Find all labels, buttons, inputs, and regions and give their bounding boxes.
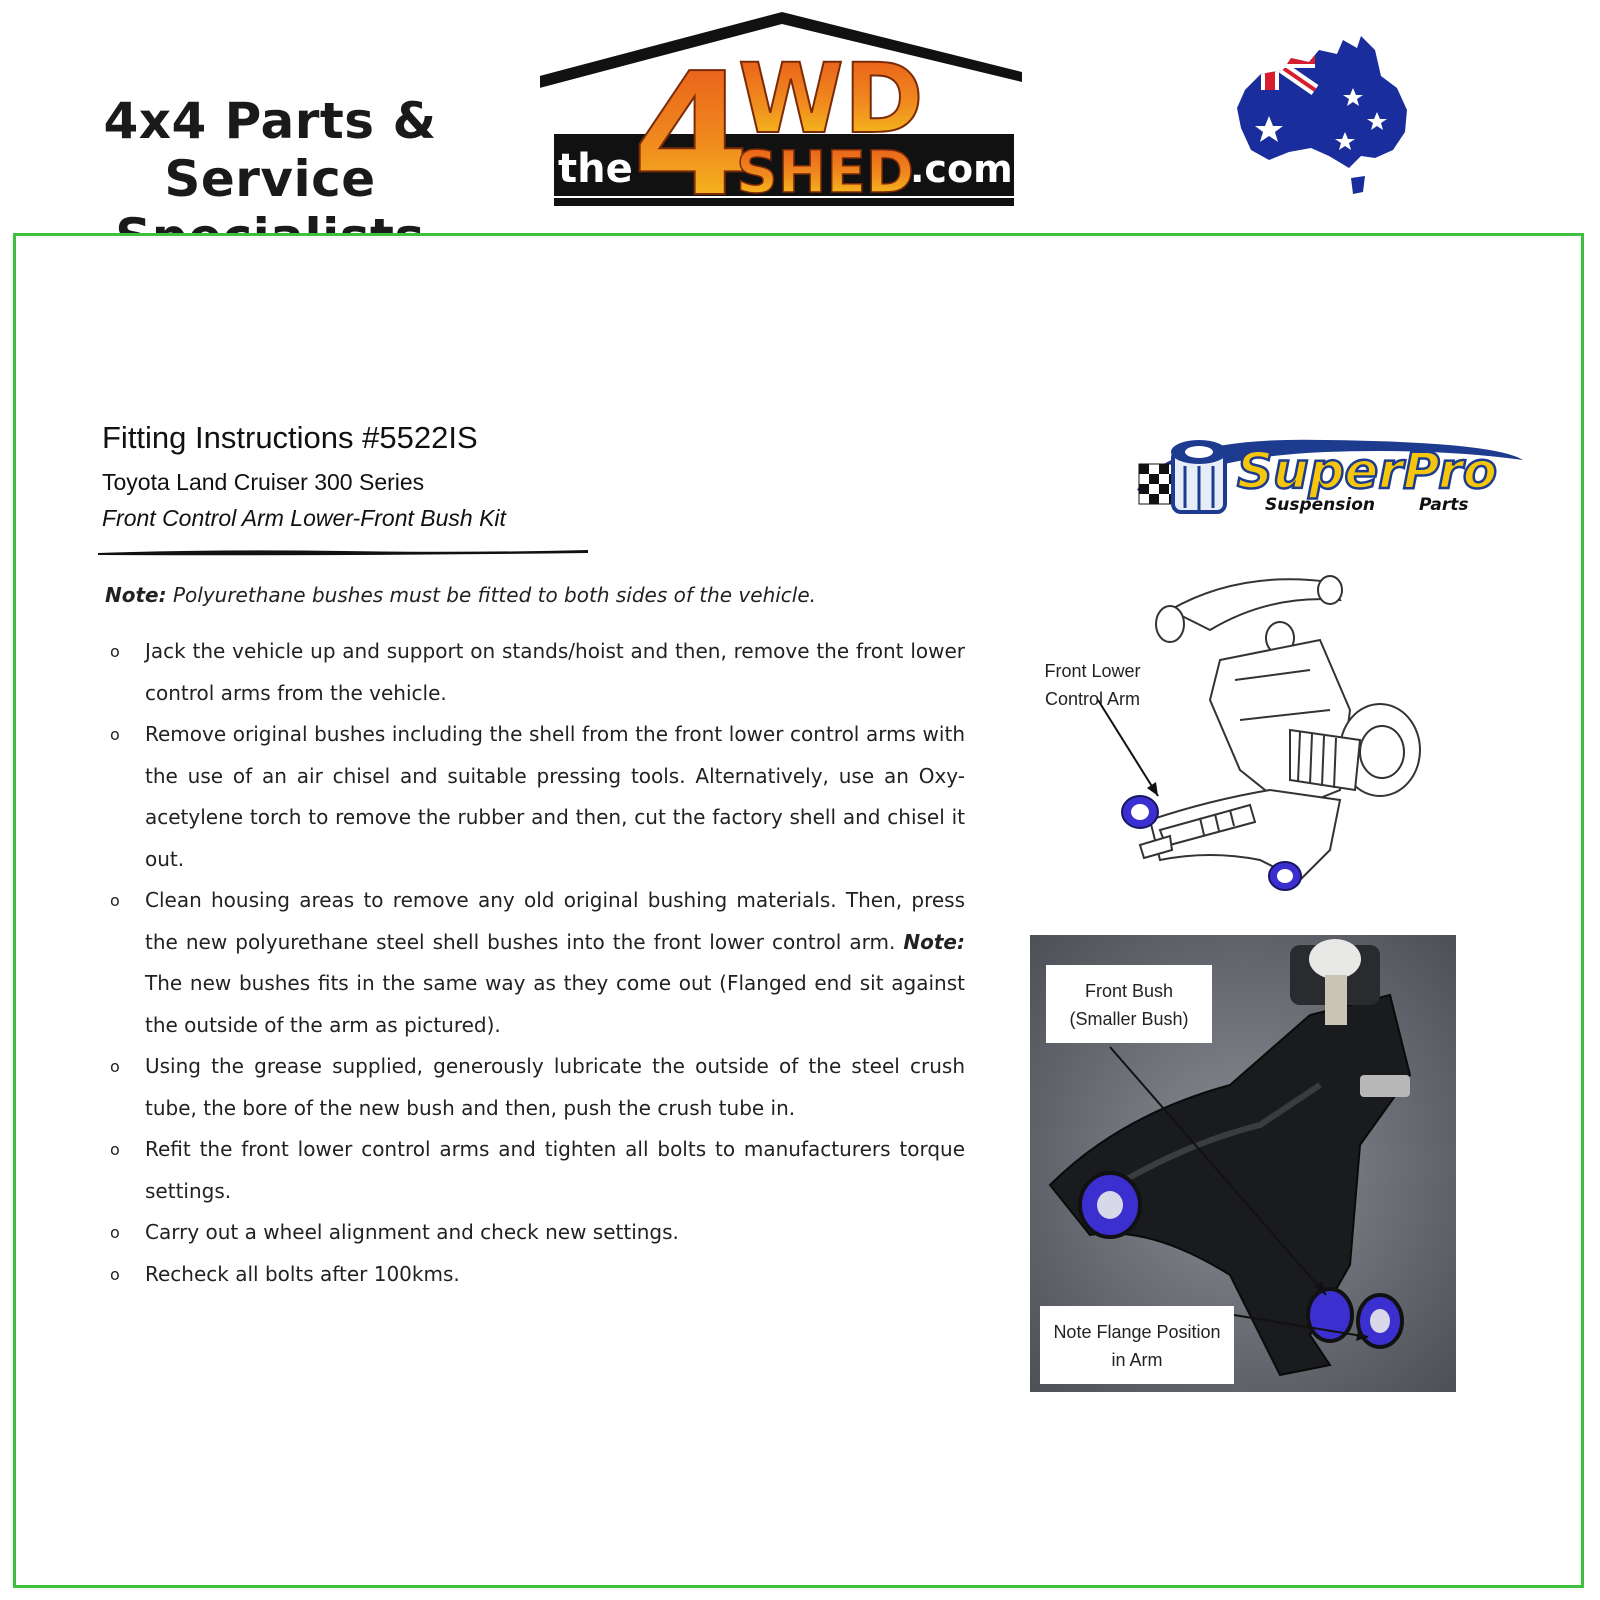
- superpro-brand-text: SuperPro: [1237, 442, 1498, 500]
- bullet-marker: o: [110, 1140, 120, 1159]
- superpro-parts-text: Parts: [1419, 495, 1469, 515]
- flange-position-callout: [1040, 1306, 1234, 1384]
- suspension-diagram: [1010, 560, 1460, 920]
- kit-name: Front Control Arm Lower-Front Bush Kit: [102, 505, 506, 531]
- step-item: [110, 714, 965, 880]
- step-item: [110, 880, 965, 1046]
- step-text: Remove original bushes including the shell from the front lower control arms with the use of an air chisel and suitable pressing tools. Alternatively, use an Oxy-acetylene torch to remove the rubber and then, cut the factory shell and chisel it out.: [145, 722, 965, 871]
- step-text: Using the grease supplied, generously lubricate the outside of the steel crush tube, the bore of the new bush and then, push the crush tube in.: [145, 1054, 965, 1120]
- callout-2-line-2: in Arm: [1111, 1350, 1163, 1370]
- logo-shed-text: SHED: [736, 138, 915, 206]
- diagram-label: [1025, 657, 1160, 713]
- superpro-logo: [1135, 430, 1525, 530]
- superpro-suspension-text: Suspension: [1265, 495, 1375, 515]
- callout-1-line-2: (Smaller Bush): [1069, 1009, 1189, 1029]
- page-header: [0, 0, 1600, 232]
- step-item: [110, 631, 965, 714]
- step-text: Recheck all bolts after 100kms.: [145, 1261, 460, 1286]
- bullet-marker: o: [110, 891, 120, 910]
- step-item: [110, 1212, 965, 1254]
- callout-1-line-1: Front Bush: [1084, 981, 1174, 1001]
- bullet-marker: o: [110, 1264, 120, 1284]
- step-item: [110, 1129, 965, 1212]
- the-4wd-shed-logo: [540, 10, 1040, 210]
- step-item: [110, 1254, 965, 1296]
- note-label: Note:: [105, 583, 167, 607]
- logo-com-text: .com: [910, 147, 1013, 191]
- step-text: Clean housing areas to remove any old original bushing materials. Then, press the new polyurethane steel shell bushes into the front lower control arm.: [145, 888, 965, 954]
- diagram-label-line-1: Front Lower: [1044, 661, 1141, 681]
- logo-wd-text: WD: [738, 43, 924, 155]
- step-text-continued: The new bushes fits in the same way as they come out (Flanged end sit against the outside of the arm as pictured).: [145, 971, 965, 1037]
- title-underline: [98, 548, 588, 556]
- document-title: Fitting Instructions #5522IS: [102, 420, 478, 455]
- bullet-marker: o: [110, 1223, 120, 1242]
- instruction-steps: [110, 631, 965, 1295]
- front-bush-callout: [1046, 965, 1212, 1043]
- vehicle-subtitle: Toyota Land Cruiser 300 Series: [102, 469, 425, 495]
- step-text: Jack the vehicle up and support on stands/hoist and then, remove the front lower control arms from the vehicle.: [145, 639, 965, 705]
- callout-2-line-1: Note Flange Position: [1053, 1322, 1221, 1342]
- diagram-label-line-2: Control Arm: [1044, 689, 1141, 709]
- bullet-marker: o: [110, 1057, 120, 1076]
- australia-flag-map-icon: [1225, 28, 1425, 208]
- note-text: Polyurethane bushes must be fitted to both sides of the vehicle.: [166, 583, 817, 607]
- bullet-marker: o: [110, 725, 120, 744]
- note-line: [105, 583, 816, 607]
- step-note-label: Note:: [903, 929, 965, 954]
- step-item: [110, 1046, 965, 1129]
- step-text: Carry out a wheel alignment and check new settings.: [145, 1220, 679, 1244]
- logo-the-text: the: [558, 146, 633, 192]
- bullet-marker: o: [110, 642, 120, 661]
- step-text: Refit the front lower control arms and tighten all bolts to manufacturers torque settings.: [145, 1137, 965, 1203]
- tagline-line-1: 4x4 Parts & Service: [103, 92, 437, 208]
- logo-4-text: 4: [632, 37, 751, 210]
